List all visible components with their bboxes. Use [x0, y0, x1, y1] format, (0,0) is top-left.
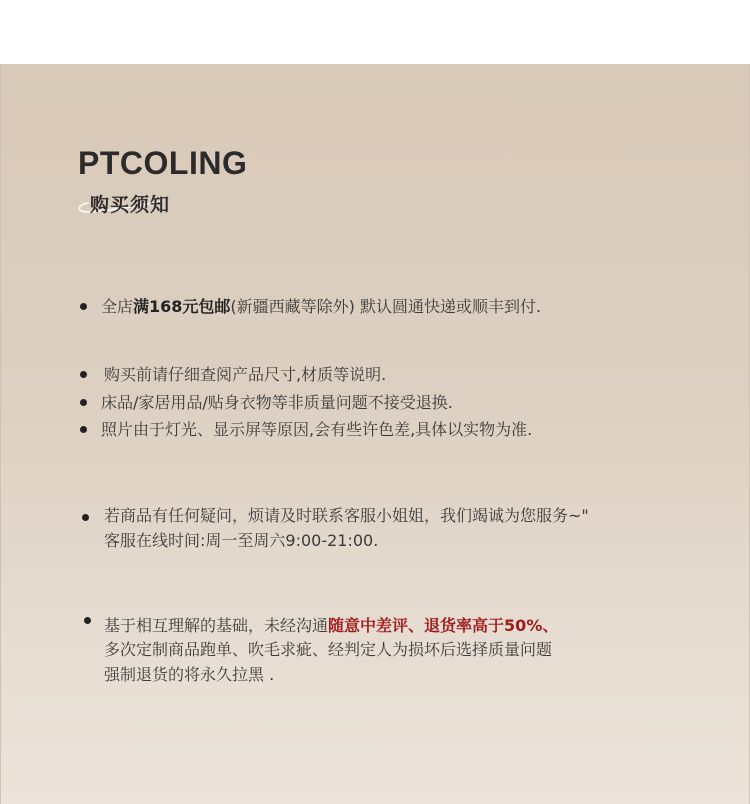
shipping-prefix: 全店	[101, 297, 134, 316]
bullet	[84, 617, 91, 624]
separator: 、	[542, 616, 559, 635]
bad-review-warning: 随意中差评	[328, 616, 409, 635]
separator: 、	[408, 616, 425, 635]
blacklist-notice-line1	[104, 613, 558, 639]
free-shipping-highlight: 满168元包邮	[133, 297, 231, 316]
shipping-notice	[101, 294, 541, 320]
return-rate-warning: 退货率高于50%	[424, 616, 543, 635]
top-margin	[0, 0, 750, 64]
brand-title: PTCOLING	[78, 145, 248, 181]
bullet	[82, 514, 89, 521]
bullet	[80, 399, 87, 406]
notice-line: 购买前请仔细查阅产品尺寸,材质等说明.	[104, 365, 387, 384]
notice-line: 床品/家居用品/贴身衣物等非质量问题不接受退换.	[101, 393, 453, 412]
blacklist-notice-line2: 多次定制商品跑单、吹毛求疵、经判定人为损坏后选择质量问题	[104, 640, 553, 659]
purchase-notice-heading: 购买须知	[90, 194, 171, 216]
notice-line: 照片由于灯光、显示屏等原因,会有些许色差,具体以实物为准.	[101, 420, 533, 439]
bullet	[80, 371, 87, 378]
blacklist-prefix: 基于相互理解的基础，未经沟通	[104, 616, 329, 635]
bullet	[80, 426, 87, 433]
contact-notice: 若商品有任何疑问，烦请及时联系客服小姐姐，我们竭诚为您服务~"	[104, 506, 589, 525]
shipping-rest: (新疆西藏等除外) 默认圆通快递或顺丰到付.	[230, 297, 542, 316]
service-hours: 客服在线时间:周一至周六9:00-21:00.	[104, 531, 379, 550]
blacklist-notice-line3: 强制退货的将永久拉黑 .	[104, 665, 275, 684]
bullet	[80, 303, 87, 310]
